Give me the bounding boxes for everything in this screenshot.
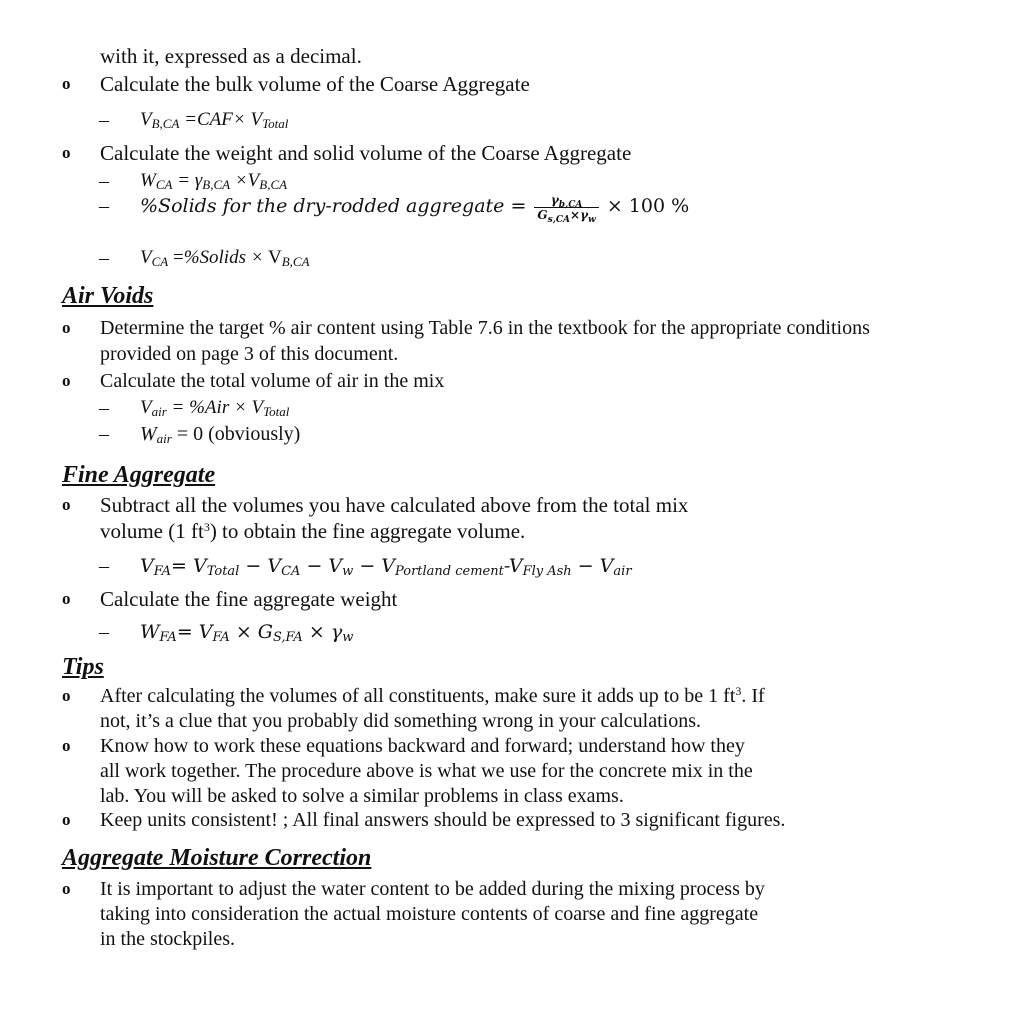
- bullet-icon: o: [62, 879, 71, 898]
- section-heading-air-voids: Air Voids: [62, 283, 154, 309]
- bullet-icon: o: [62, 810, 71, 829]
- section-heading-moisture-correction: Aggregate Moisture Correction: [62, 845, 372, 871]
- bullet-icon: o: [62, 686, 71, 705]
- bullet-icon: o: [62, 143, 71, 162]
- dash-icon: –: [99, 555, 109, 577]
- section-heading-fine-aggregate: Fine Aggregate: [62, 462, 216, 488]
- dash-icon: –: [99, 109, 109, 131]
- dash-icon: –: [99, 170, 109, 192]
- bullet-icon: o: [62, 371, 71, 390]
- dash-icon: –: [99, 247, 109, 269]
- fraction: $\frac{\gamma_{b,CA}}{G_{s,CA}\times\gamma_w}$: [534, 193, 598, 222]
- bullet-icon: o: [62, 318, 71, 337]
- bullet-icon: o: [62, 495, 71, 514]
- dash-icon: –: [99, 195, 109, 217]
- bullet-icon: o: [62, 736, 71, 755]
- bullet-icon: o: [62, 589, 71, 608]
- dash-icon: –: [99, 397, 109, 419]
- dash-icon: –: [99, 423, 109, 445]
- dash-icon: –: [99, 621, 109, 643]
- section-heading-tips: Tips: [62, 654, 104, 680]
- bullet-icon: o: [62, 74, 71, 93]
